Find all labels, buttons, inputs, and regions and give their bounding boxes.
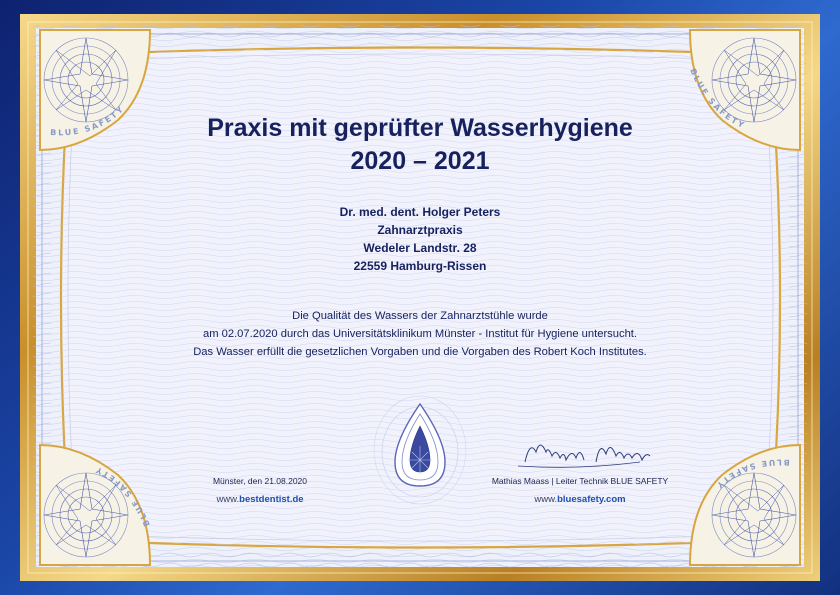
body-line-1: Die Qualität des Wassers der Zahnarztstühle wurde xyxy=(292,310,548,322)
bestdentist-link[interactable]: www.bestdentist.de xyxy=(216,494,304,505)
place-date: Münster, den 21.08.2020 xyxy=(212,476,308,486)
body-line-2: am 02.07.2020 durch das Universitätsklinikum Münster - Institut für Hygiene untersucht. xyxy=(202,328,638,340)
corner-seal-text-tr: BLUE SAFETY xyxy=(688,67,748,131)
recipient-city: 22559 Hamburg-Rissen xyxy=(353,259,487,273)
recipient-street: Wedeler Landstr. 28 xyxy=(363,241,477,255)
body-line-3: Das Wasser erfüllt die gesetzlichen Vorgaben und die Vorgaben des Robert Koch Institutes. xyxy=(193,346,647,358)
certificate-period: 2020 – 2021 xyxy=(350,147,490,175)
corner-seal-text-br: BLUE SAFETY xyxy=(713,457,790,491)
signer-title: Mathias Maass | Leiter Technik BLUE SAFETY xyxy=(491,476,669,486)
corner-seal-text-tl: BLUE SAFETY xyxy=(50,104,127,138)
corner-seal-text-bl: BLUE SAFETY xyxy=(92,464,152,528)
recipient-name: Dr. med. dent. Holger Peters xyxy=(339,205,501,219)
certificate-title: Praxis mit geprüfter Wasserhygiene xyxy=(207,114,633,142)
recipient-practice: Zahnarztpraxis xyxy=(377,223,463,237)
bluesafety-link[interactable]: www.bluesafety.com xyxy=(534,494,626,505)
